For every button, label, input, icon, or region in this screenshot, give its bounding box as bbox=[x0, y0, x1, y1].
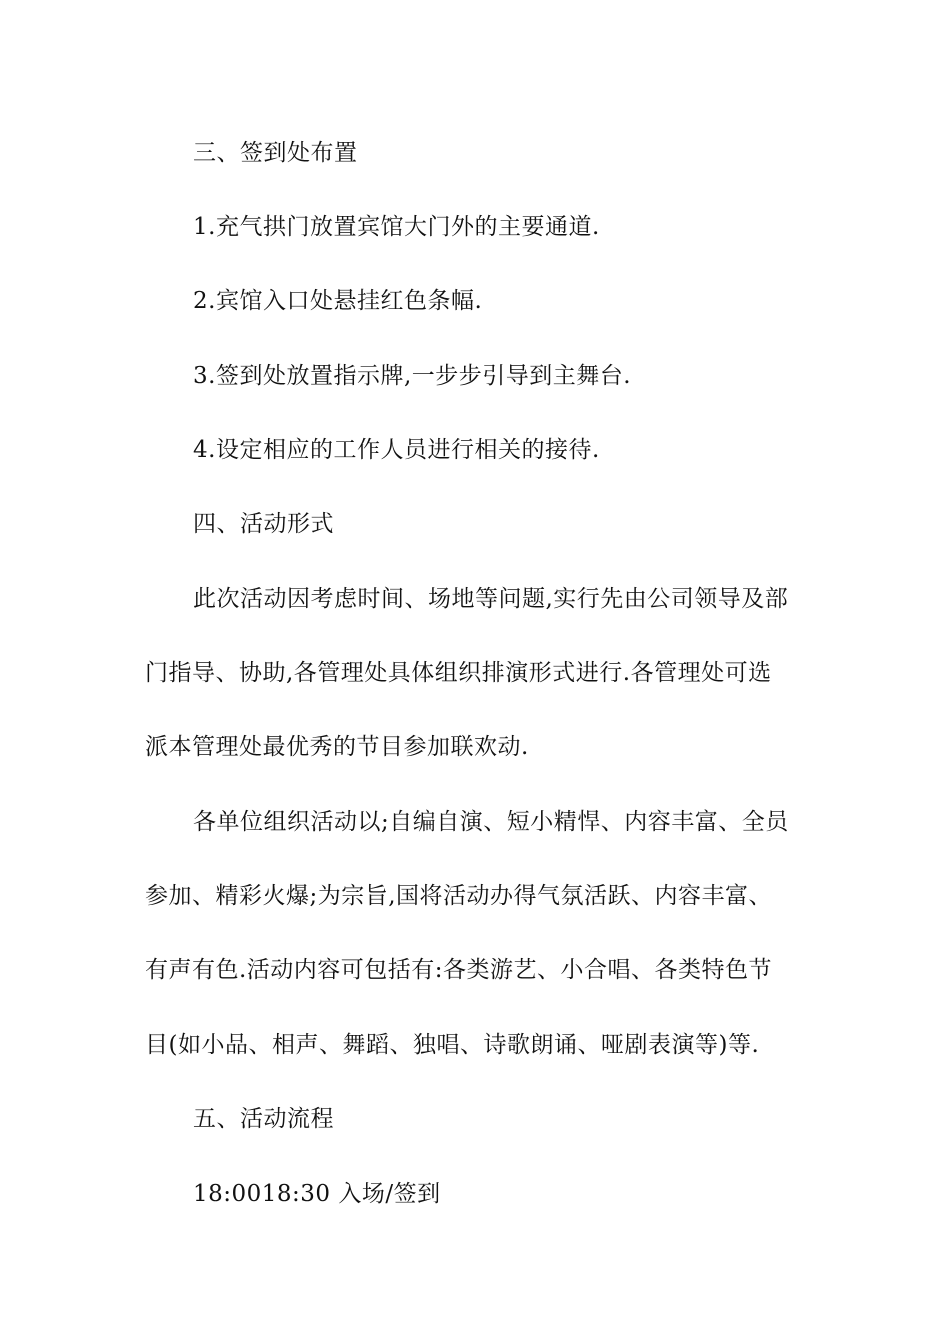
paragraph-line: 门指导、协助,各管理处具体组织排演形式进行.各管理处可选 bbox=[145, 660, 772, 686]
paragraph-line: 有声有色.活动内容可包括有:各类游艺、小合唱、各类特色节 bbox=[145, 957, 773, 983]
paragraph-line: 参加、精彩火爆;为宗旨,国将活动办得气氛活跃、内容丰富、 bbox=[145, 883, 773, 909]
section-heading-5: 五、活动流程 bbox=[193, 1106, 334, 1132]
paragraph-line: 派本管理处最优秀的节目参加联欢动. bbox=[145, 734, 529, 760]
schedule-line: 18:0018:30 入场/签到 bbox=[193, 1181, 441, 1207]
paragraph-line: 目(如小品、相声、舞蹈、独唱、诗歌朗诵、哑剧表演等)等. bbox=[145, 1032, 760, 1058]
section-heading-3: 三、签到处布置 bbox=[193, 140, 358, 166]
paragraph-line: 此次活动因考虑时间、场地等问题,实行先由公司领导及部 bbox=[193, 586, 789, 612]
list-item-1: 1.充气拱门放置宾馆大门外的主要通道. bbox=[193, 214, 600, 240]
list-item-4: 4.设定相应的工作人员进行相关的接待. bbox=[193, 437, 600, 463]
paragraph-line: 各单位组织活动以;自编自演、短小精悍、内容丰富、全员 bbox=[193, 809, 789, 835]
list-item-3: 3.签到处放置指示牌,一步步引导到主舞台. bbox=[193, 363, 632, 389]
section-heading-4: 四、活动形式 bbox=[193, 511, 334, 537]
list-item-2: 2.宾馆入口处悬挂红色条幅. bbox=[193, 288, 483, 314]
